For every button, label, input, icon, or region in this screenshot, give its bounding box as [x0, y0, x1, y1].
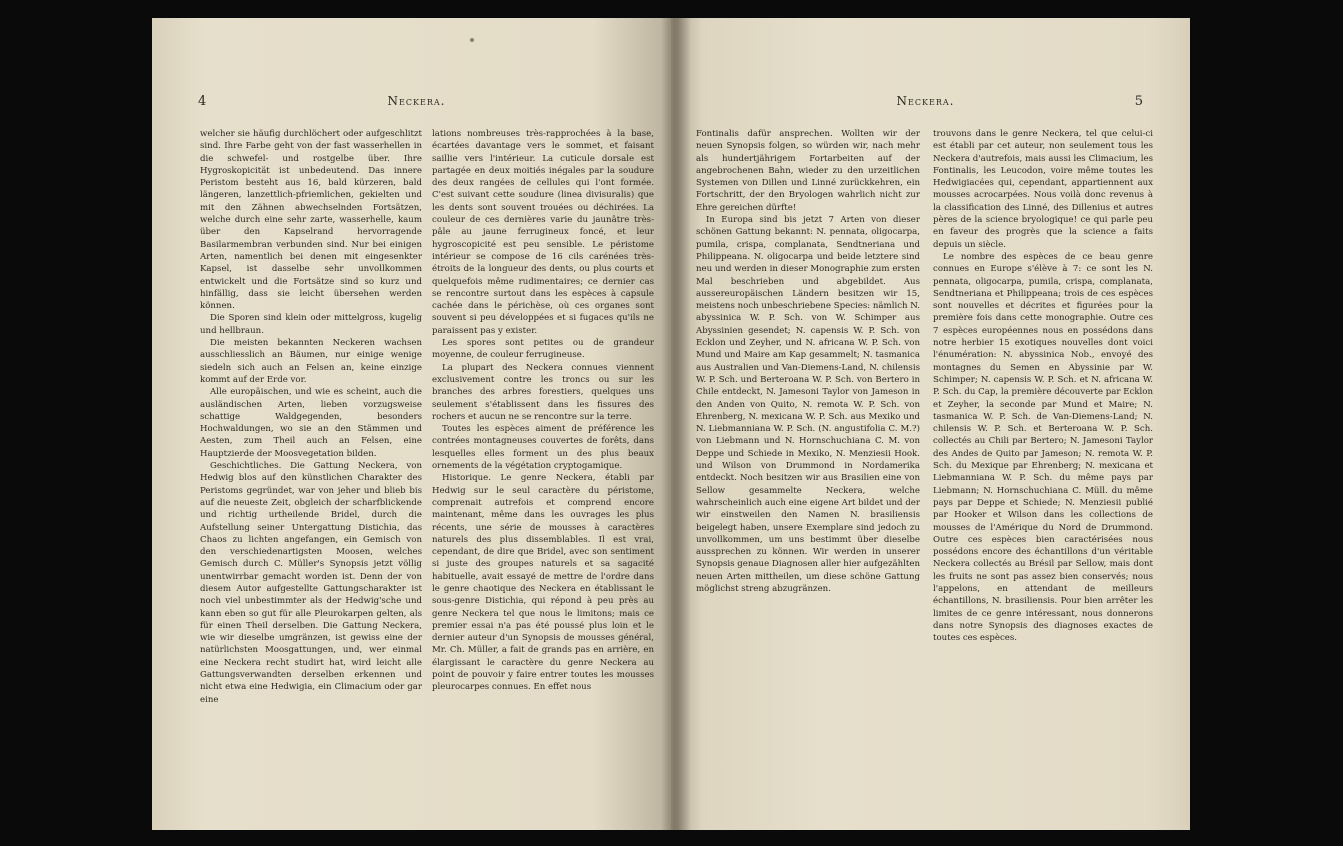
paragraph: Die meisten bekannten Neckeren wachsen ausschliesslich an Bäumen, nur einige wenige siedeln sich auch an Felsen an, keine einzige kommt auf der Erde vor.	[200, 338, 422, 385]
paragraph: Die Sporen sind klein oder mittelgross, kugelig und hellbraun.	[200, 313, 422, 336]
left-column-french	[432, 128, 654, 818]
right-running-title: Neckera.	[896, 94, 955, 108]
right-column-french	[933, 128, 1153, 818]
paragraph: Les spores sont petites ou de grandeur moyenne, de couleur ferrugineuse.	[432, 338, 654, 361]
paragraph: welcher sie häufig durchlöchert oder aufgeschlitzt sind. Ihre Farbe geht von der fast wasserhellen in die schwefel- und rostgelbe über. Ihre Hygroskopicität ist unbedeutend. Das innere Peristom besteht aus 16, bald kürzeren, bald längeren, lanzettlich-pfriemlichen, gekielten und mit den Zähnen abwechselnden Fortsätzen, welche durch eine sehr zarte, wasserhelle, kaum über den Kapselrand hervorragende Basilarmembran verbunden sind. Nur bei einigen Arten, namentlich bei denen mit eingesenkter Kapsel, ist dasselbe sehr unvollkommen entwickelt und die Fortsätze sind so kurz und hinfällig, dass sie leicht übersehen werden können.	[200, 129, 422, 312]
paragraph: trouvons dans le genre Neckera, tel que celui-ci est établi par cet auteur, non seulement tous les Neckera d'autrefois, mais aussi les Climacium, les Fontinalis, les Leucodon, voire même toutes les Hedwigiacées qui, cependant, appartiennent aux mousses acrocarpées. Nous voilà donc revenus à la classification des Linné, des Dillenius et autres pères de la science bryologique! ce qui parle peu en faveur des progrès que la science a faits depuis un siècle.	[933, 129, 1153, 250]
left-page	[152, 18, 671, 830]
left-page-number: 4	[198, 94, 208, 109]
paragraph: Alle europäischen, und wie es scheint, auch die ausländischen Arten, lieben vorzugsweise schattige Waldgegenden, besonders Hochwaldungen, wo sie an den Stämmen und Aesten, zum Theil auch an Felsen, eine Hauptzierde der Moosvegetation bilden.	[200, 387, 422, 459]
paragraph: In Europa sind bis jetzt 7 Arten von dieser schönen Gattung bekannt: N. pennata, oligocarpa, pumila, crispa, complanata, Sendtneriana und Philippeana. N. oligocarpa und beide letztere sind neu und werden in dieser Monographie zum ersten Mal beschrieben und abgebildet. Aus aussereuropäischen Ländern besitzen wir 15, meistens noch unbeschriebene Species: nämlich N. abyssinica W. P. Sch. von W. Schimper aus Abyssinien gesendet; N. capensis W. P. Sch. von Ecklon und Zeyher, und N. africana W. P. Sch. von Mund und Maire am Kap gesammelt; N. tasmanica aus Australien und Van-Diemens-Land, N. chilensis W. P. Sch. und Berteroana W. P. Sch. von Bertero in Chile entdeckt, N. Jamesoni Taylor von Jameson in den Anden von Quito, N. remota W. P. Sch. von Ehrenberg, N. mexicana W. P. Sch. aus Mexiko und N. Liebmanniana W. P. Sch. (N. angustifolia C. M.?) von Liebmann und N. Hornschuchiana C. M. von Deppe und Schiede in Mexiko, N. Menziesii Hook. und Wilson von Drummond in Nordamerika entdeckt. Noch besitzen wir aus Brasilien eine von Sellow gesammelte Neckera, welche wahrscheinlich auch eine eigene Art bildet und der wir einstweilen den Namen N. brasiliensis beigelegt haben, unsere Exemplare sind jedoch zu unvollkommen, um uns bestimmt über dieselbe aussprechen zu können. Wir werden in unserer Synopsis genaue Diagnosen aller hier aufgezählten neuen Arten mittheilen, um diese schöne Gattung möglichst streng abzugränzen.	[696, 215, 920, 594]
right-running-head	[701, 94, 1150, 114]
right-page-number: 5	[1134, 94, 1144, 109]
paragraph: lations nombreuses très-rapprochées à la base, écartées davantage vers le sommet, et faisant saillie vers l'intérieur. La cuticule dorsale est partagée en deux moitiés inégales par la soudure des deux rangées de cellules qui l'ont formée. C'est suivant cette soudure (linea divisuralis) que les dents sont souvent trouées ou déchirées. La couleur de ces dernières varie du jaunâtre très-pâle au jaune ferrugineux foncé, et leur hygroscopicité est peu sensible. Le péristome intérieur se compose de 16 cils carénées très-étroits de la longueur des dents, ou plus courts et quelquefois même rudimentaires; ce dernier cas se rencontre surtout dans les espèces à capsule cachée dans le périchèse, où ces organes sont souvent si peu développées et si fugaces qu'ils ne paraissent pas y exister.	[432, 129, 654, 336]
page-speck	[470, 38, 474, 42]
left-running-head	[192, 94, 641, 114]
left-running-title: Neckera.	[387, 94, 446, 108]
paragraph: La plupart des Neckera connues viennent exclusivement contre les troncs ou sur les branches des arbres forestiers, quelques uns seulement s'établissent dans les fissures des rochers et aucun ne se rencontre sur la terre.	[432, 362, 654, 422]
open-book-spread	[152, 18, 1190, 830]
paragraph: Fontinalis dafür ansprechen. Wollten wir der neuen Synopsis folgen, so würden wir, nach mehr als hundertjährigem Fortarbeiten auf der angebrochenen Bahn, wieder zu den urzeitlichen Systemen von Dillen und Linné zurückkehren, ein Fortschritt, der den Bryologen wahrlich nicht zur Ehre gereichen dürfte!	[696, 129, 920, 213]
right-page	[671, 18, 1190, 830]
paragraph: Toutes les espèces aiment de préférence les contrées montagneuses couvertes de forêts, dans lesquelles elles forment un des plus beaux ornements de la végétation cryptogamique.	[432, 424, 654, 472]
paragraph: Geschichtliches. Die Gattung Neckera, von Hedwig blos auf den künstlichen Charakter des Peristoms gegründet, war von jeher und blieb bis auf die neueste Zeit, obgleich der scharfblickende und richtig urtheilende Bridel, durch die Aufstellung seiner Untergattung Distichia, das Chaos zu lichten angefangen, ein Gemisch von den verschiedenartigsten Moosen, welches Gemisch durch C. Müller's Synopsis jetzt völlig unentwirrbar gemacht worden ist. Denn der von diesem Autor aufgestellte Gattungscharakter ist noch viel unbestimmter als der Hedwig'sche und kann eben so gut für alle Pleurokarpen gelten, als für einen Theil derselben. Die Gattung Neckera, wie wir dieselbe umgränzen, ist gewiss eine der natürlichsten Moosgattungen, und, wer einmal eine Neckera recht studirt hat, wird leicht alle Gattungsverwandten derselben erkennen und nicht etwa eine Hedwigia, ein Climacium oder gar eine	[200, 461, 422, 705]
right-column-german	[696, 128, 920, 818]
left-column-german	[200, 128, 422, 818]
paragraph: Le nombre des espèces de ce beau genre connues en Europe s'élève à 7: ce sont les N. pennata, oligocarpa, pumila, crispa, complanata, Sendtneriana et Philippeana; trois de ces espèces sont nouvelles et décrites et figurées pour la première fois dans cette monographie. Outre ces 7 espèces européennes nous en possédons dans notre herbier 15 exotiques nouvelles dont voici l'énumération: N. abyssinica Nob., envoyé des montagnes du Semen en Abyssinie par W. Schimper; N. capensis W. P. Sch. et N. africana W. P. Sch. du Cap, la première découverte par Ecklon et Zeyher, la seconde par Mund et Maire; N. tasmanica W. P. Sch. de Van-Diemens-Land; N. chilensis W. P. Sch. et Berteroana W. P. Sch. collectés au Chili par Bertero; N. Jamesoni Taylor des Andes de Quito par Jameson; N. remota W. P. Sch. du Mexique par Ehrenberg; N. mexicana et Liebmanniana W. P. Sch. du même pays par Liebmann; N. Hornschuchiana C. Müll. du même pays par Deppe et Schiede; N. Menziesii publié par Hooker et Wilson dans les collections de mousses de l'Amérique du Nord de Drummond. Outre ces espèces bien caractérisées nous possédons encore des échantillons d'un véritable Neckera collectés au Brésil par Sellow, mais dont les fruits ne sont pas assez bien conservés; nous l'appelons, en attendant de meilleurs échantillons, N. brasiliensis. Pour bien arrêter les limites de ce genre intéressant, nous donnerons dans notre Synopsis des diagnoses exactes de toutes ces espèces.	[933, 251, 1153, 644]
paragraph: Historique. Le genre Neckera, établi par Hedwig sur le seul caractère du péristome, comprenait autrefois et comprend encore maintenant, même dans les ouvrages les plus récents, une série de mousses à caractères naturels des plus dissemblables. Il est vrai, cependant, de dire que Bridel, avec son sentiment si juste des groupes naturels et sa sagacité habituelle, avait essayé de mettre de l'ordre dans le genre chaotique des Neckera en établissant le sous-genre Distichia, qui répond à peu près au genre Neckera tel que nous le limitons; mais ce premier essai n'a pas été poussé plus loin et le dernier auteur d'un Synopsis de mousses général, Mr. Ch. Müller, a fait de grands pas en arrière, en élargissant le caractère du genre Neckera au point de pouvoir y faire entrer toutes les mousses pleurocarpes connues. En effet nous	[432, 473, 654, 693]
